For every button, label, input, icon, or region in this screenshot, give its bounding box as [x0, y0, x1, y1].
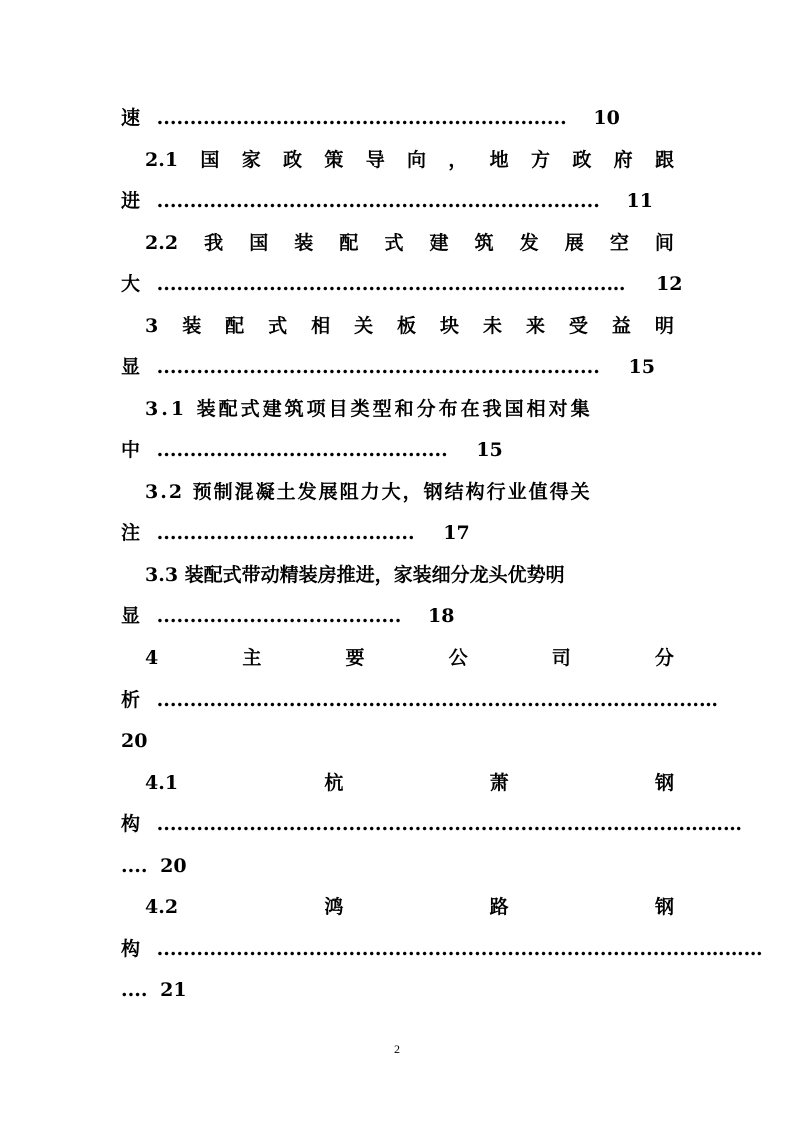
toc-leader-dots: .............................................................................…………	[156, 813, 742, 835]
toc-char: 2.1	[145, 149, 179, 171]
toc-entry-4-1[interactable]	[145, 767, 674, 799]
toc-char: 配	[339, 232, 359, 254]
toc-char: 向	[407, 149, 427, 171]
toc-char: ，	[448, 149, 468, 171]
toc-page-number: 20	[121, 730, 148, 752]
toc-char: 政	[283, 149, 303, 171]
toc-entry-continuation[interactable]	[121, 102, 674, 134]
toc-char: 受	[568, 315, 588, 337]
toc-char: 府	[613, 149, 633, 171]
toc-char: 方	[531, 149, 551, 171]
toc-char: 钢	[654, 772, 674, 794]
toc-char: 4	[145, 647, 159, 669]
toc-char: 式	[268, 315, 288, 337]
toc-entry-4-2[interactable]	[145, 891, 674, 923]
toc-entry-continuation[interactable]	[121, 351, 674, 383]
toc-lead-char: 速	[121, 107, 141, 129]
toc-char: 筑	[474, 232, 494, 254]
toc-leader-dots: ............................................	[156, 439, 448, 461]
toc-char: 我	[204, 232, 224, 254]
toc-page-number: 15	[628, 356, 655, 378]
toc-leader-dots: ...................................................................................………	[156, 938, 763, 960]
toc-char: 未	[482, 315, 502, 337]
toc-entry-continuation[interactable]	[121, 974, 674, 1006]
toc-lead-char: 大	[121, 273, 141, 295]
toc-leader-dots: ...................................................................	[156, 190, 600, 212]
toc-entry-title: 3.2 预制混凝土发展阻力大，钢结构行业值得关	[145, 481, 592, 503]
toc-entry-2-1[interactable]	[145, 144, 674, 176]
toc-lead-char: 显	[121, 605, 141, 627]
toc-char: 2.2	[145, 232, 179, 254]
toc-char: 政	[572, 149, 592, 171]
toc-char: 鸿	[324, 896, 344, 918]
toc-entry-continuation[interactable]	[121, 808, 742, 840]
toc-entry-2-2[interactable]	[145, 227, 674, 259]
toc-entry-3-1[interactable]	[145, 393, 674, 425]
toc-char: 地	[489, 149, 509, 171]
toc-lead-char: 析	[121, 689, 141, 711]
toc-entry-continuation[interactable]	[121, 600, 674, 632]
toc-entry-continuation[interactable]	[121, 933, 763, 965]
toc-leader-dots: ....	[121, 979, 148, 1001]
toc-entry-continuation[interactable]	[121, 517, 674, 549]
toc-char: 公	[448, 647, 468, 669]
toc-lead-char: 注	[121, 522, 141, 544]
toc-page-number: 18	[428, 605, 455, 627]
toc-char: 相	[311, 315, 331, 337]
toc-char: 主	[242, 647, 262, 669]
toc-page-number: 12	[656, 273, 683, 295]
toc-entry-continuation[interactable]	[121, 725, 674, 757]
toc-entry-continuation[interactable]	[121, 185, 674, 217]
toc-lead-char: 中	[121, 439, 141, 461]
toc-char: 国	[200, 149, 220, 171]
toc-char: 空	[609, 232, 629, 254]
toc-entry-continuation[interactable]	[121, 850, 674, 882]
toc-char: 发	[519, 232, 539, 254]
toc-char: 配	[225, 315, 245, 337]
toc-char: 萧	[489, 772, 509, 794]
toc-char: 展	[564, 232, 584, 254]
toc-page-number: 10	[593, 107, 620, 129]
toc-leader-dots: .......................................	[156, 522, 415, 544]
toc-char: 块	[440, 315, 460, 337]
toc-entry-continuation[interactable]	[121, 684, 719, 716]
toc-leader-dots: .....................................	[156, 605, 402, 627]
toc-leader-dots: ....................................................................…	[156, 273, 626, 295]
toc-entry-4[interactable]	[145, 642, 674, 674]
toc-char: 分	[654, 647, 674, 669]
toc-char: 益	[611, 315, 631, 337]
toc-char: 装	[294, 232, 314, 254]
toc-page-number: 17	[443, 522, 470, 544]
toc-char: 来	[525, 315, 545, 337]
toc-lead-char: 构	[121, 938, 141, 960]
toc-char: 3	[145, 315, 159, 337]
toc-char: 国	[249, 232, 269, 254]
toc-char: 板	[397, 315, 417, 337]
toc-char: 要	[345, 647, 365, 669]
toc-char: 关	[354, 315, 374, 337]
toc-leader-dots: ..................................................................................…	[156, 689, 719, 711]
toc-char: 导	[365, 149, 385, 171]
toc-entry-3[interactable]	[145, 310, 674, 342]
toc-char: 间	[654, 232, 674, 254]
toc-entry-3-2[interactable]	[145, 476, 674, 508]
toc-char: 策	[324, 149, 344, 171]
toc-char: 钢	[654, 896, 674, 918]
toc-entry-continuation[interactable]	[121, 268, 683, 300]
toc-lead-char: 构	[121, 813, 141, 835]
toc-char: 跟	[654, 149, 674, 171]
toc-entry-title: 3.3 装配式带动精装房推进，家装细分龙头优势明	[145, 564, 565, 586]
toc-char: 路	[489, 896, 509, 918]
toc-page-number: 11	[626, 190, 653, 212]
toc-lead-char: 显	[121, 356, 141, 378]
toc-leader-dots: ...................................................................	[156, 356, 600, 378]
toc-char: 4.1	[145, 772, 179, 794]
toc-char: 式	[384, 232, 404, 254]
toc-char: 4.2	[145, 896, 179, 918]
toc-char: 装	[182, 315, 202, 337]
toc-char: 司	[551, 647, 571, 669]
toc-page-number: 20	[160, 855, 187, 877]
page-footer-number: 2	[394, 1042, 400, 1056]
toc-entry-title: 3.1 装配式建筑项目类型和分布在我国相对集	[145, 398, 593, 420]
toc-leader-dots: ....	[121, 855, 148, 877]
toc-page-number: 15	[476, 439, 503, 461]
toc-char: 明	[654, 315, 674, 337]
toc-char: 建	[429, 232, 449, 254]
toc-char: 家	[241, 149, 261, 171]
toc-char: 杭	[324, 772, 344, 794]
toc-lead-char: 进	[121, 190, 141, 212]
toc-entry-continuation[interactable]	[121, 434, 674, 466]
toc-page-number: 21	[160, 979, 187, 1001]
toc-leader-dots: ..............................................................	[156, 107, 567, 129]
toc-entry-3-3[interactable]	[145, 559, 674, 591]
